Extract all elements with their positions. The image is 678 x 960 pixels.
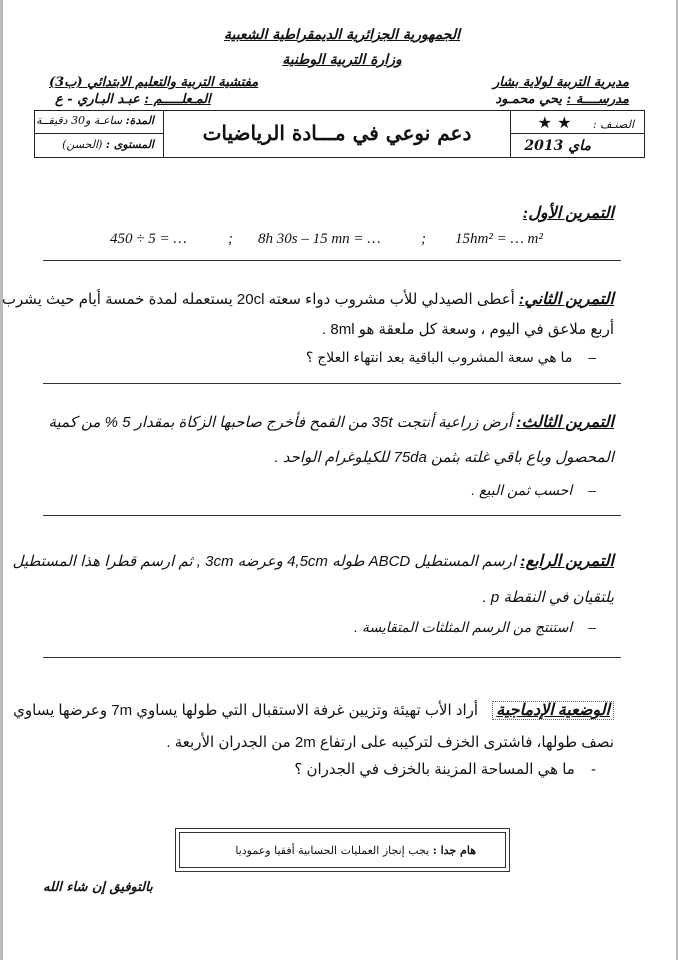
ex4-line-1 — [12, 551, 614, 571]
ex1-label: التمرين الأول: — [522, 205, 614, 222]
note-text: يجب إنجاز العمليات الحسابية أفقيا وعموديا — [235, 844, 430, 857]
divider-3 — [43, 515, 621, 516]
ex2-label: التمرين الثاني: — [519, 291, 614, 308]
ex3-line-2: المحصول وباع باقي غلته بثمن 75da للكيلوغرام الواحد . — [274, 449, 614, 466]
integration-label: الوضعية الإدماجية — [492, 701, 614, 720]
integration-line-2: نصف طولها، فاشترى الخزف لتركيبه على ارتفاع 2m من الجدران الأربعة . — [166, 734, 614, 751]
ex3-question-text: احسب ثمن البيع . — [471, 482, 573, 498]
ex3-question: – احسب ثمن البيع . — [471, 482, 596, 498]
school — [495, 92, 629, 107]
ex3-text-1: أرض زراعية أنتجت 35t من القمح فأخرج صاحبها الزكاة بمقدار 5 % من كمية — [48, 414, 513, 431]
star-icon: ★ ★ — [537, 113, 572, 132]
level-label: المستوى : — [105, 138, 154, 151]
divider-2 — [43, 383, 621, 384]
duration-label: المدة: — [125, 114, 154, 127]
date: ماي 2013 — [524, 138, 591, 154]
closing-wish: بالتوفيق إن شاء الله — [43, 880, 153, 895]
info-box-left-divider — [34, 133, 164, 134]
ex4-question: – استنتج من الرسم المثلثات المتقايسة . — [354, 619, 596, 635]
info-box-right-divider — [510, 133, 645, 134]
inspectorate: مفتشية التربية والتعليم الابتدائي (ب3) — [49, 75, 259, 90]
ex1-item-2: 8h 30s – 15 mn = … — [258, 231, 381, 247]
level-value: (الحسن) — [62, 138, 103, 151]
ministry-title: وزارة التربية الوطنية — [282, 52, 402, 68]
integration-question-text: ما هي المساحة المزينة بالخزف في الجدران ؟ — [294, 761, 575, 778]
teacher-name: عبـد البـاري - ع — [55, 92, 140, 107]
integration-text-1: أراد الأب تهيئة وتزيين غرفة الاستقبال التي طولها يساوي 7m وعرضها يساوي — [13, 702, 479, 719]
ex1-item-3: 15hm² = … m² — [455, 231, 543, 247]
ex2-question-text: ما هي سعة المشروب الباقية بعد انتهاء العلاج ؟ — [305, 349, 573, 365]
duration-field — [36, 114, 154, 127]
ex2-line-1 — [2, 289, 614, 309]
ex4-line-2: يلتقيان في النقطة p . — [482, 589, 614, 606]
divider-4 — [43, 657, 621, 658]
worksheet-title: دعم نوعي في مـــادة الرياضيات — [202, 121, 472, 145]
class-label: الصنـف : — [592, 118, 634, 131]
ex2-line-2: أربع ملاعق في اليوم ، وسعة كل ملعقة هو 8ml . — [322, 321, 614, 338]
level-field — [62, 138, 154, 151]
ex1-separator-2: ; — [421, 231, 426, 247]
ex3-line-1 — [48, 412, 614, 432]
ex4-label: التمرين الرابع: — [520, 553, 614, 570]
divider-1 — [43, 260, 621, 261]
teacher-label: المـعلـــــم : — [144, 92, 211, 107]
ex4-question-text: استنتج من الرسم المثلثات المتقايسة . — [354, 619, 573, 635]
republic-title: الجمهورية الجزائرية الديمقراطية الشعبية — [223, 27, 460, 43]
class-field — [538, 113, 634, 132]
integration-question: - ما هي المساحة المزينة بالخزف في الجدران ؟ — [294, 761, 596, 778]
duration-value: ساعـة و30 دقيقــة — [36, 114, 123, 127]
integration-line-1 — [13, 700, 614, 720]
school-name: يحي محمـود — [495, 92, 562, 107]
ex1-item-1: 450 ÷ 5 = … — [110, 231, 187, 247]
ex2-question: – ما هي سعة المشروب الباقية بعد انتهاء العلاج ؟ — [305, 349, 596, 365]
school-label: مدرســــة : — [566, 92, 629, 107]
ex2-text-1: أعطى الصيدلي للأب مشروب دواء سعته 20cl يستعمله لمدة خمسة أيام حيث يشرب — [1, 291, 515, 308]
note — [235, 844, 476, 857]
teacher — [55, 92, 211, 107]
note-label: هام جدا : — [432, 844, 476, 857]
ex1-separator-1: ; — [228, 231, 233, 247]
ex3-label: التمرين الثالث: — [516, 414, 614, 431]
ex4-text-1: ارسم المستطيل ABCD طوله 4,5cm وعرضه 3cm , ثم ارسم قطرا هذا المستطيل — [12, 553, 517, 570]
directorate: مديرية التربية لولاية بشار — [492, 75, 629, 90]
